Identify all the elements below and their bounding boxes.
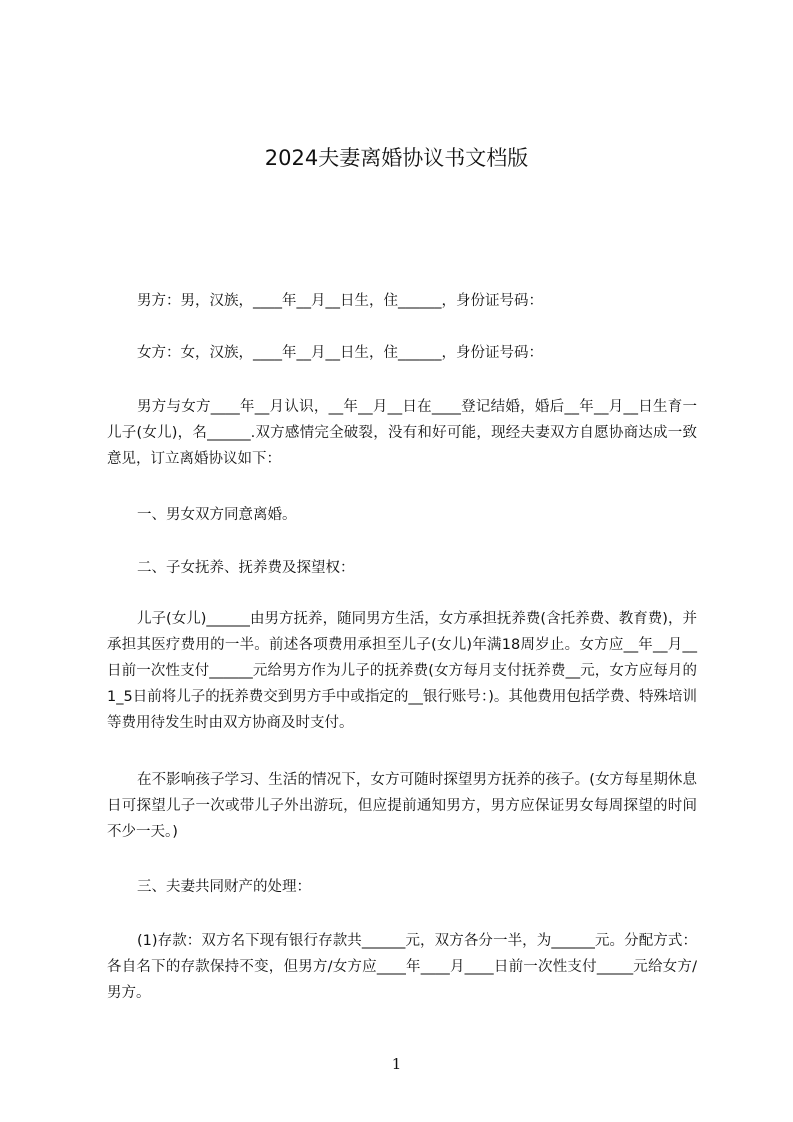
paragraph-visitation: 在不影响孩子学习、生活的情况下，女方可随时探望男方抚养的孩子。(女方每星期休息日可探望儿子一次或带儿子外出游玩，但应提前通知男方，男方应保证男女每周探望的时间不少一天。) <box>107 772 697 840</box>
paragraph-female-party: 女方：女，汉族，____年__月__日生，住______，身份证号码： <box>137 345 543 361</box>
paragraph-savings: (1)存款：双方名下现有银行存款共______元，双方各分一半，为______元。分配方式：各自名下的存款保持不变，但男方/女方应____年____月____日前一次性支付_____元给女方/男方。 <box>107 933 697 1001</box>
document-title: 2024夫妻离婚协议书文档版 <box>264 146 529 170</box>
paragraph-clause-3-heading: 三、夫妻共同财产的处理： <box>137 879 311 895</box>
paragraph-clause-1: 一、男女双方同意离婚。 <box>137 507 297 523</box>
page-number: 1 <box>391 1055 402 1073</box>
paragraph-marriage-background: 男方与女方____年__月认识，__年__月__日在____登记结婚，婚后__年__月__日生育一儿子(女儿)，名______.双方感情完全破裂，没有和好可能，现经夫妻双方自愿协商达成一致意见，订立离婚协议如下： <box>107 399 697 467</box>
paragraph-male-party: 男方：男，汉族，____年__月__日生，住______，身份证号码： <box>137 293 543 309</box>
paragraph-clause-2-heading: 二、子女抚养、抚养费及探望权： <box>137 560 355 576</box>
paragraph-child-support: 儿子(女儿)______由男方抚养，随同男方生活，女方承担抚养费(含托养费、教育费)，并承担其医疗费用的一半。前述各项费用承担至儿子(女儿)年满18周岁止。女方应__年__月__日前一次性支付______元给男方作为儿子的抚养费(女方每月支付抚养费__元，女方应每月的1_5日前将儿子的抚养费交到男方手中或指定的__银行账号：)。其他费用包括学费、特殊培训等费用待发生时由双方协商及时支付。 <box>107 611 697 731</box>
